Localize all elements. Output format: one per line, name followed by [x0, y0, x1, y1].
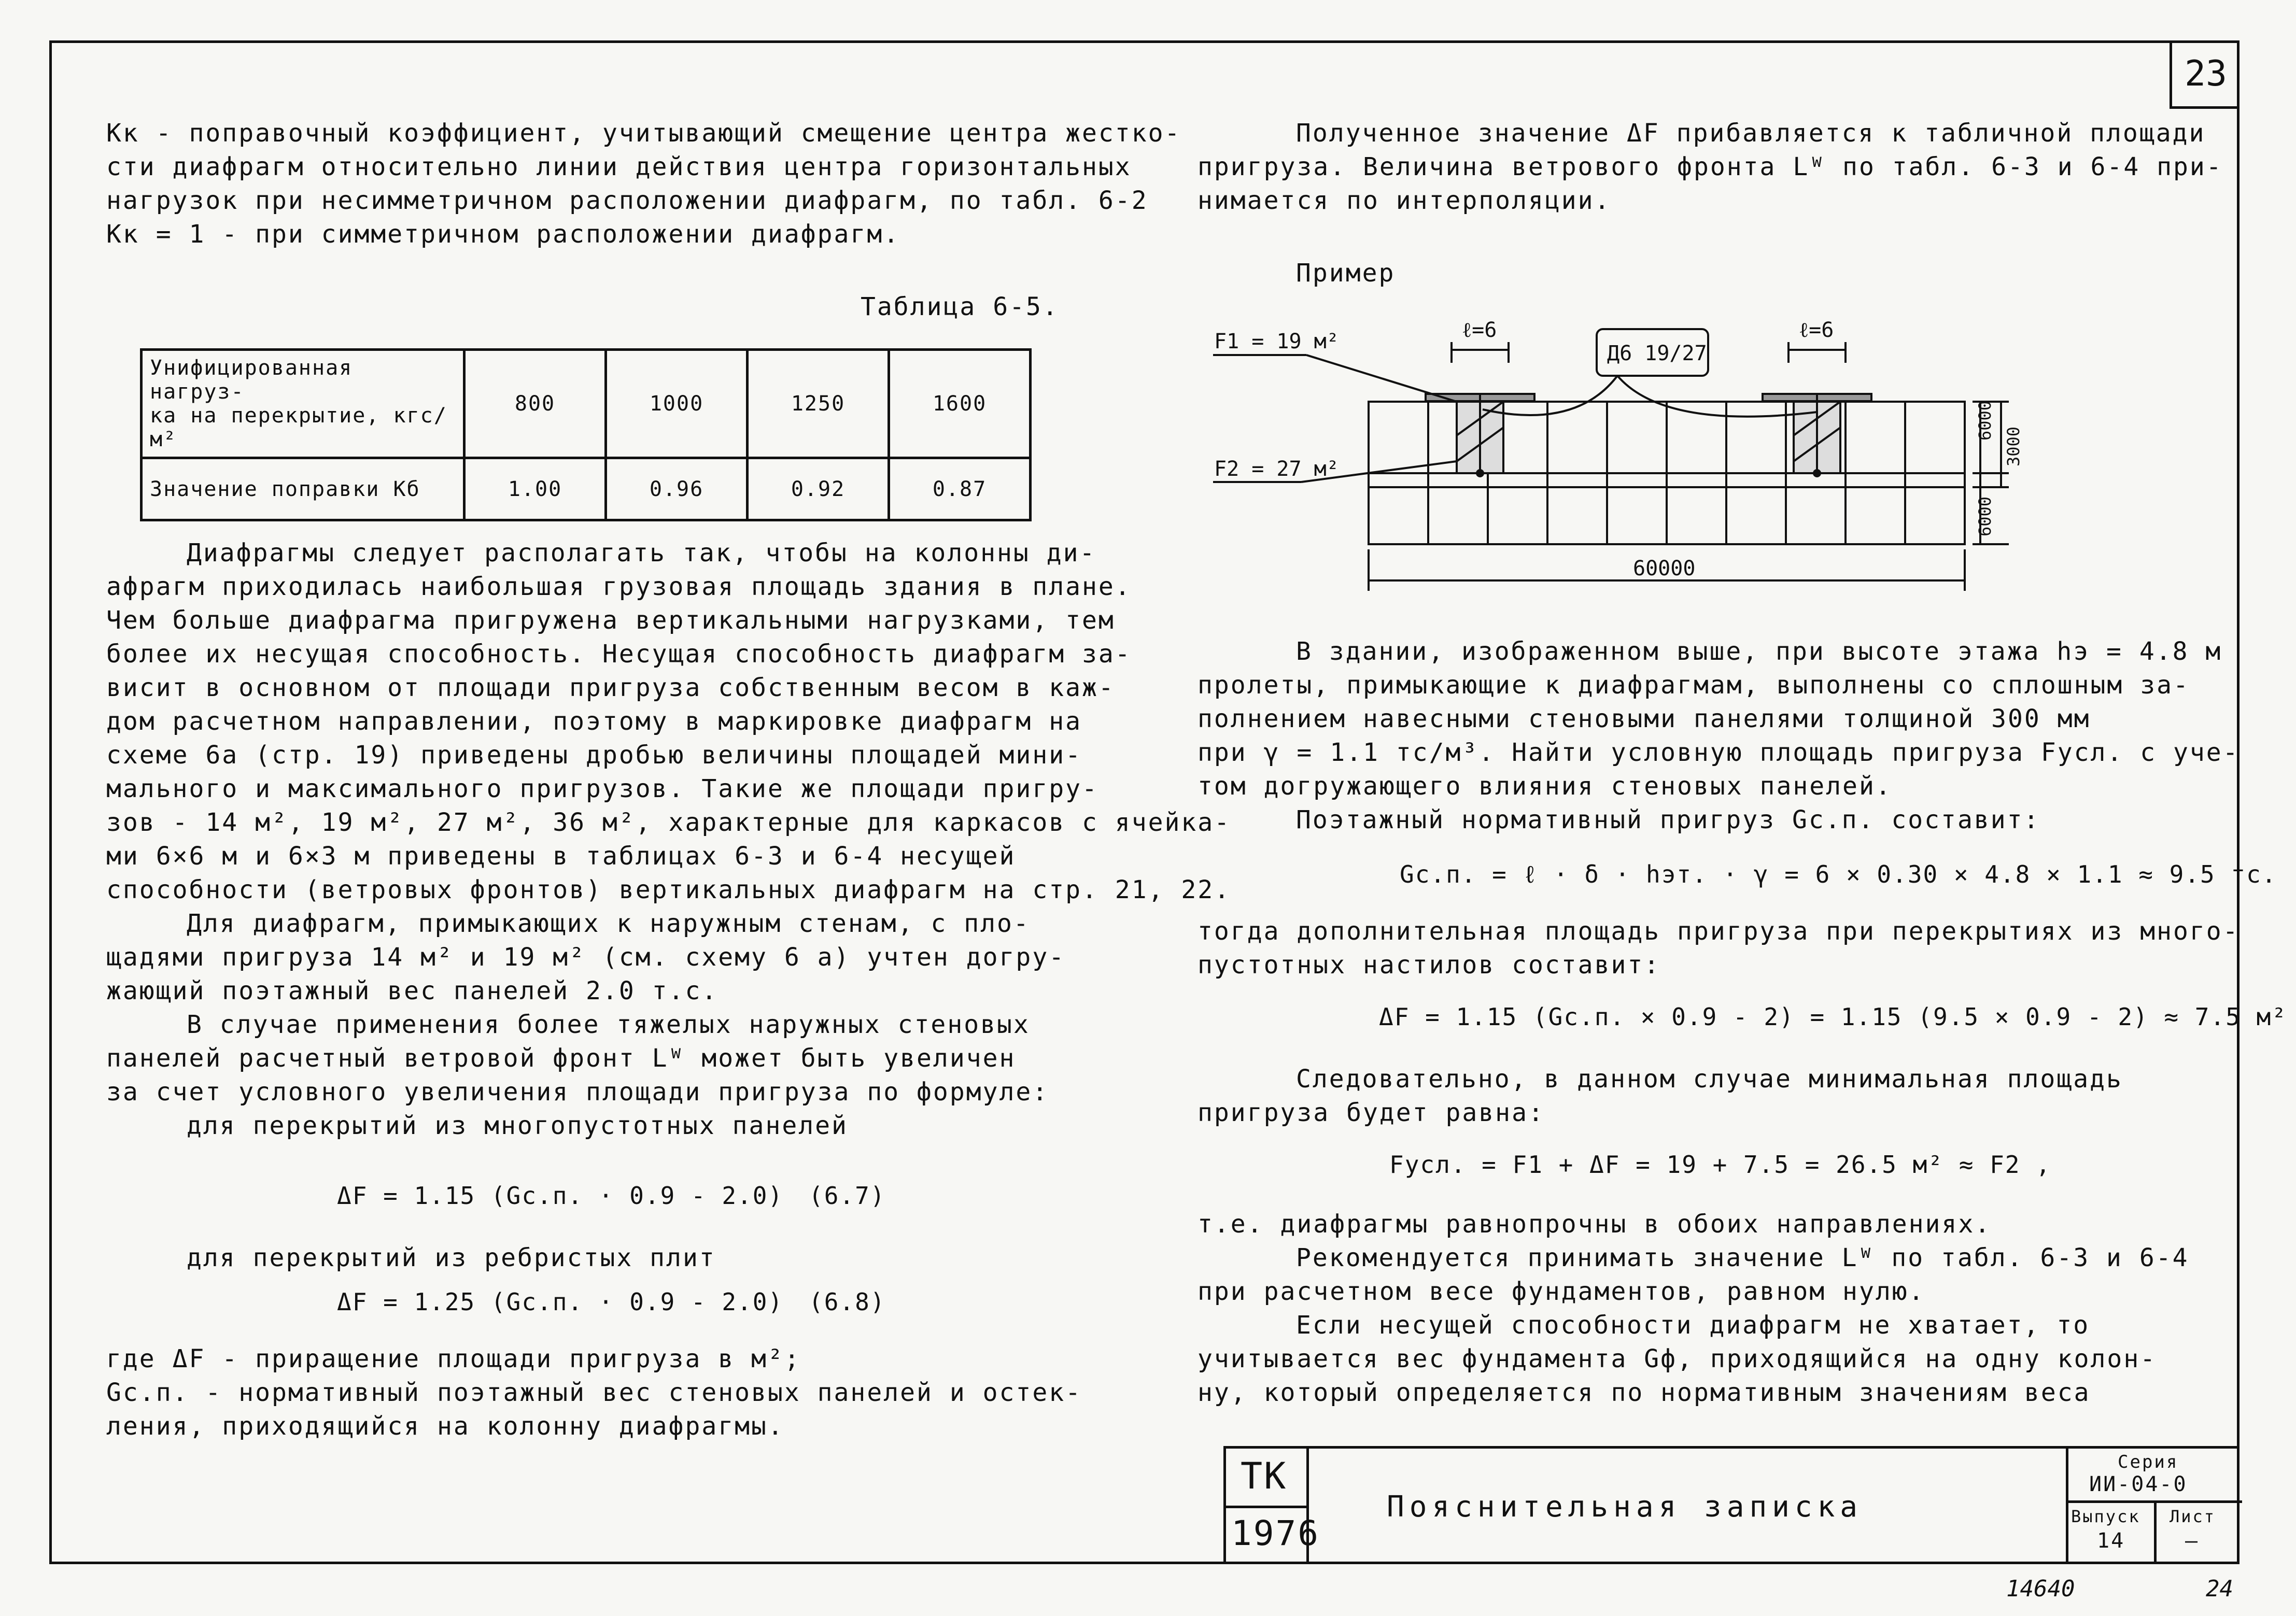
formula-6-8: ΔF = 1.25 (Gс.п. · 0.9 - 2.0) [337, 1288, 784, 1316]
left-body-line: более их несущая способность. Несущая способность диафрагм за- [106, 640, 1132, 669]
right-body-line: при расчетном весе фундаментов, равном нулю. [1198, 1277, 1925, 1306]
issue-label: Выпуск [2071, 1507, 2140, 1526]
left-body-line: за счет условного увеличения площади пригруза по формуле: [106, 1078, 1049, 1107]
right-body-line: Следовательно, в данном случае минимальная площадь [1296, 1065, 2123, 1094]
correction-table [140, 348, 1032, 521]
right-intro-line: пригруза. Величина ветрового фронта Lᵂ по табл. 6-3 и 6-4 при- [1198, 152, 2223, 181]
title-block [1223, 1446, 2239, 1564]
column-node [1476, 469, 1484, 477]
where-line: ления, приходящийся на колонну диафрагмы. [106, 1412, 784, 1441]
formula-g: Gс.п. = ℓ · δ · hэт. · γ = 6 × 0.30 × 4.8 × 1.1 ≈ 9.5 тс. [1400, 860, 2277, 888]
where-line: где ΔF - приращение площади пригруза в м²; [106, 1344, 801, 1373]
example-title: Пример [1296, 259, 1396, 288]
table-cell: 0.92 [748, 458, 889, 520]
table-row [142, 350, 1031, 458]
right-intro-line: нимается по интерполяции. [1198, 186, 1611, 215]
where-line: Gс.п. - нормативный поэтажный вес стеновых панелей и остек- [106, 1378, 1082, 1407]
table-row [142, 458, 1031, 520]
year-label: 1976 [1231, 1513, 1320, 1553]
left-body-line: ми 6×6 м и 6×3 м приведены в таблицах 6-3 и 6-4 несущей [106, 842, 1016, 871]
left-body-line: способности (ветровых фронтов) вертикальных диафрагм на стр. 21, 22. [106, 875, 1231, 904]
left-body-line: В случае применения более тяжелых наружных стеновых [187, 1010, 1030, 1039]
right-intro-line: Полученное значение ΔF прибавляется к табличной площади [1296, 119, 2206, 148]
table-cell: 1250 [748, 350, 889, 458]
left-body-line: схеме 6а (стр. 19) приведены дробью величины площадей мини- [106, 741, 1082, 770]
formula-delta-f: ΔF = 1.15 (Gс.п. × 0.9 - 2) = 1.15 (9.5 × 0.9 - 2) ≈ 7.5 м² [1379, 1003, 2287, 1031]
table-header-cell: Значение поправки Kб [142, 458, 464, 520]
dim-label: 60000 [1633, 557, 1696, 580]
page-number: 23 [2170, 41, 2239, 109]
right-body-line: учитывается вес фундамента Gф, приходящийся на одну колон- [1198, 1344, 2157, 1373]
left-body-line: Чем больше диафрагма пригружена вертикальными нагрузками, тем [106, 606, 1115, 635]
right-body-line: Поэтажный нормативный пригруз Gс.п. составит: [1296, 805, 2040, 834]
left-body-line: дом расчетном направлении, поэтому в маркировке диафрагм на [106, 707, 1082, 736]
dim-label: 3000 [2004, 426, 2023, 466]
right-body-line: том догружающего влияния стеновых панелей. [1198, 772, 1892, 801]
sheet-number: 24 [2206, 1576, 2233, 1602]
left-body-line: щадями пригруза 14 м² и 19 м² (см. схему 6 а) учтен догру- [106, 943, 1066, 972]
table-cell: 1600 [889, 350, 1031, 458]
right-body-line: т.е. диафрагмы равнопрочны в обоих направлениях. [1198, 1210, 1992, 1239]
inventory-number: 14640 [2006, 1576, 2075, 1602]
example-plan-diagram [1213, 311, 2094, 617]
series-label: Серия [2118, 1452, 2179, 1472]
table-cell: 0.87 [889, 458, 1031, 520]
ribbed-slabs-label: для перекрытий из ребристых плит [187, 1243, 716, 1272]
left-body-line: мального и максимального пригрузов. Такие же площади пригру- [106, 774, 1098, 803]
table-label-line: ка на перекрытие, кгс/м² [150, 404, 447, 451]
left-body-line: жающий поэтажный вес панелей 2.0 т.с. [106, 976, 719, 1005]
left-intro-line: нагрузок при несимметричном расположении диафрагм, по табл. 6-2 [106, 186, 1148, 215]
sheet-value: — [2185, 1529, 2200, 1553]
left-intro-line: сти диафрагм относительно линии действия центра горизонтальных [106, 152, 1132, 181]
left-intro-line: Kк - поправочный коэффициент, учитывающий смещение центра жестко- [106, 119, 1181, 148]
f2-label: F2 = 27 м² [1214, 457, 1339, 481]
right-body-line: пригруза будет равна: [1198, 1098, 1545, 1127]
formula-6-7: ΔF = 1.15 (Gс.п. · 0.9 - 2.0) [337, 1182, 784, 1210]
formula-f-usl: Fусл. = F1 + ΔF = 19 + 7.5 = 26.5 м² ≈ F2 , [1389, 1151, 2051, 1179]
dim-label: 6000 [1975, 400, 1995, 441]
table-cell: 1.00 [464, 458, 606, 520]
left-body-line: афрагм приходилась наибольшая грузовая площадь здания в плане. [106, 572, 1132, 601]
right-body-line: при γ = 1.1 тс/м³. Найти условную площадь пригруза Fусл. с уче- [1198, 738, 2239, 767]
right-body-line: Если несущей способности диафрагм не хватает, то [1296, 1311, 2090, 1340]
right-body-line: пролеты, примыкающие к диафрагмам, выполнены со сплошным за- [1198, 671, 2190, 700]
table-title: Таблица 6-5. [861, 292, 1059, 321]
left-body-line: висит в основном от площади пригруза собственным весом в каж- [106, 673, 1115, 702]
table-header-cell [142, 350, 464, 458]
issue-value: 14 [2097, 1529, 2125, 1553]
right-body-line: В здании, изображенном выше, при высоте этажа hэ = 4.8 м [1296, 637, 2222, 666]
right-body-line: пустотных настилов составит: [1198, 951, 1661, 980]
left-body-line: Для диафрагм, примыкающих к наружным стенам, с пло- [187, 909, 1030, 938]
f1-label: F1 = 19 м² [1214, 330, 1339, 353]
table-cell: 0.96 [606, 458, 748, 520]
span-label: ℓ=6 [1799, 318, 1834, 342]
formula-6-7-number: (6.7) [809, 1182, 886, 1210]
right-body-line: тогда дополнительная площадь пригруза при перекрытиях из много- [1198, 917, 2239, 946]
table-cell: 800 [464, 350, 606, 458]
column-node [1813, 469, 1821, 477]
sheet-title: Пояснительная записка [1387, 1490, 1863, 1524]
sheet-label: Лист [2170, 1507, 2216, 1526]
left-body-line: Диафрагмы следует располагать так, чтобы на колонны ди- [187, 538, 1096, 568]
left-body-line: для перекрытий из многопустотных панелей [187, 1111, 848, 1140]
diaphragm-mark: Д6 19/27 [1607, 342, 1707, 365]
right-body-line: ну, который определяется по нормативным значениям веса [1198, 1378, 2091, 1407]
right-body-line: Рекомендуется принимать значение Lᵂ по табл. 6-3 и 6-4 [1296, 1243, 2189, 1272]
left-body-line: зов - 14 м², 19 м², 27 м², 36 м², характерные для каркасов с ячейка- [106, 808, 1231, 837]
series-value: ИИ-04-0 [2089, 1472, 2188, 1496]
dim-label: 6000 [1975, 496, 1995, 536]
right-body-line: полнением навесными стеновыми панелями толщиной 300 мм [1198, 704, 2091, 733]
left-intro-line: Kк = 1 - при симметричном расположении диафрагм. [106, 220, 900, 249]
formula-6-8-number: (6.8) [809, 1288, 886, 1316]
table-label-line: Унифицированная нагруз- [150, 356, 353, 404]
left-body-line: панелей расчетный ветровой фронт Lᵂ может быть увеличен [106, 1044, 1016, 1073]
tk-label: ТК [1241, 1455, 1288, 1497]
table-cell: 1000 [606, 350, 748, 458]
span-label: ℓ=6 [1462, 318, 1497, 342]
